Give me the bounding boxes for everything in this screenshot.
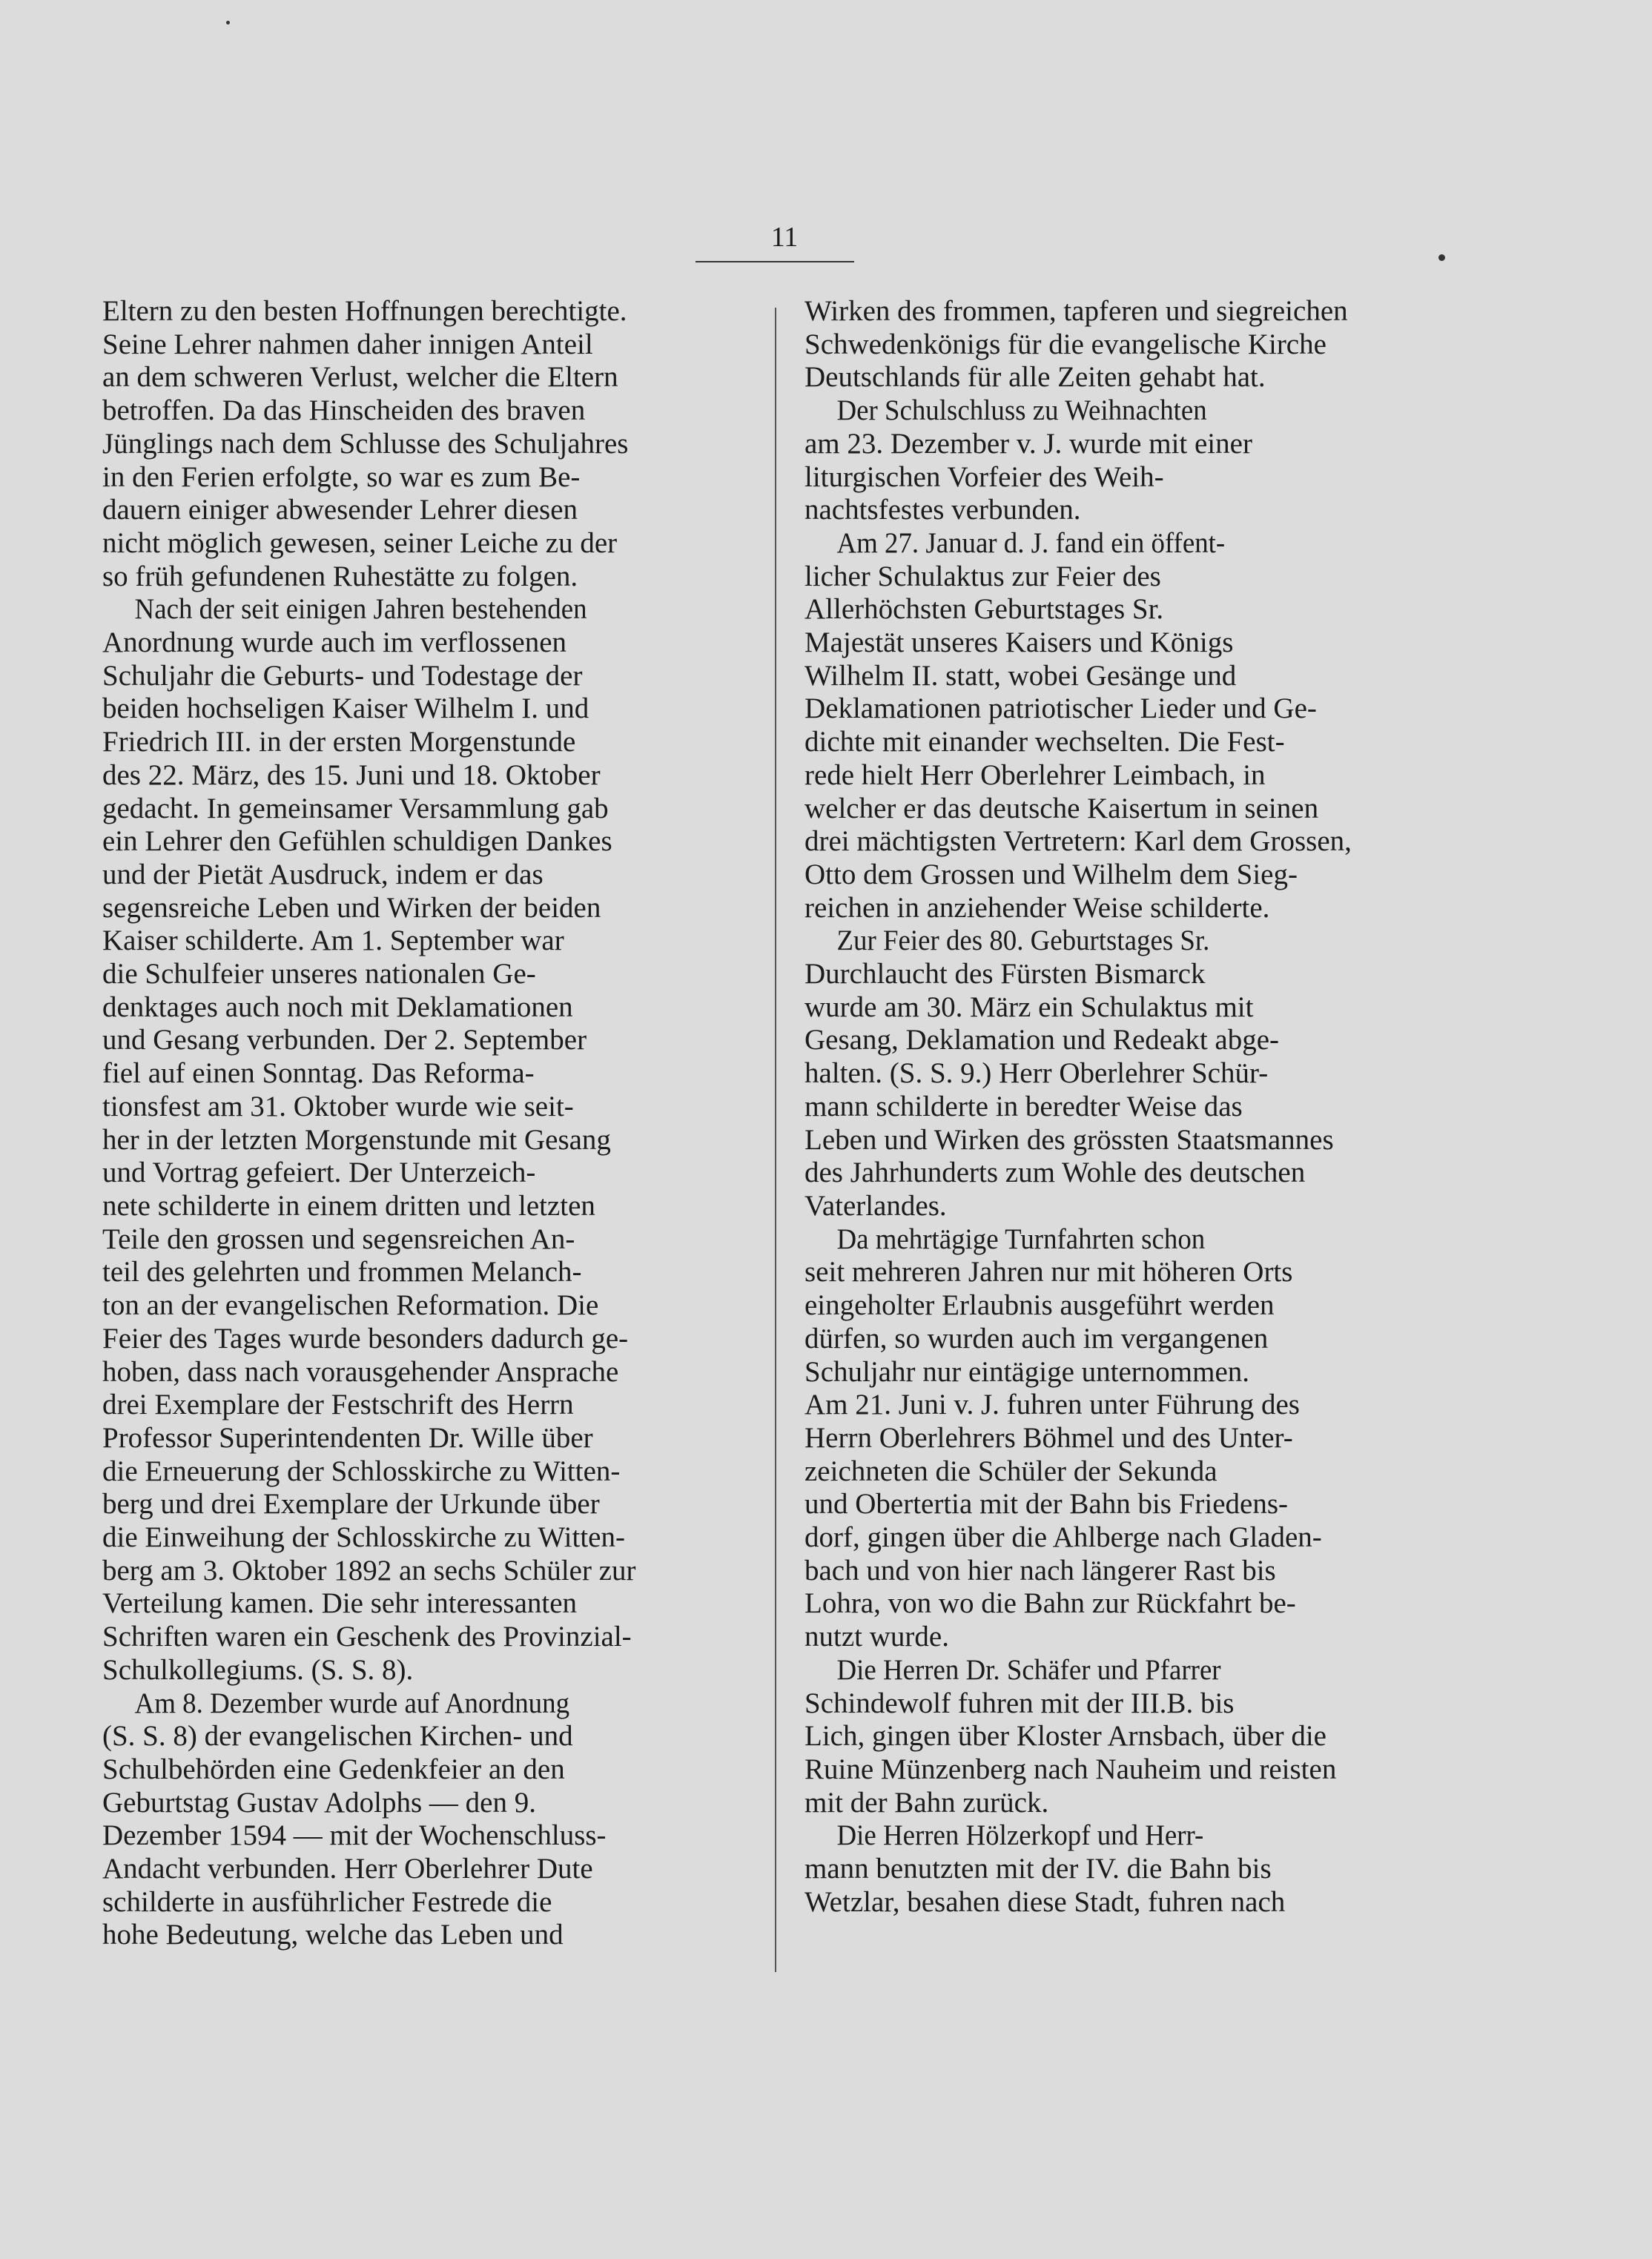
text-line: Am 27. Januar d. J. fand ein öffent-	[836, 526, 1226, 559]
text-line: Vaterlandes.	[804, 1189, 947, 1222]
text-line: Eltern zu den besten Hoffnungen berechtigte.	[102, 295, 627, 327]
text-line: seit mehreren Jahren nur mit höheren Orts	[804, 1256, 1293, 1289]
text-line: nutzt wurde.	[804, 1621, 949, 1653]
text-line: dürfen, so wurden auch im vergangenen	[804, 1322, 1269, 1355]
text-line: liturgischen Vorfeier des Weih-	[804, 460, 1164, 493]
text-line: mann schilderte in beredter Weise das	[804, 1090, 1243, 1122]
text-line: Schulbehörden eine Gedenkfeier an den	[102, 1753, 565, 1785]
text-line: Lich, gingen über Kloster Arnsbach, über die	[804, 1720, 1326, 1753]
text-line: Andacht verbunden. Herr Oberlehrer Dute	[102, 1853, 593, 1885]
text-line: am 23. Dezember v. J. wurde mit einer	[804, 427, 1252, 460]
text-line: und der Pietät Ausdruck, indem er das	[102, 858, 543, 890]
text-line: Lohra, von wo die Bahn zur Rückfahrt be-	[804, 1587, 1296, 1620]
text-line: Durchlaucht des Fürsten Bismarck	[804, 958, 1206, 990]
text-line: Professor Superintendenten Dr. Wille über	[102, 1421, 593, 1454]
text-line: (S. S. 8) der evangelischen Kirchen- und	[102, 1720, 573, 1753]
text-line: so früh gefundenen Ruhestätte zu folgen.	[102, 560, 578, 592]
text-line: halten. (S. S. 9.) Herr Oberlehrer Schür-	[804, 1057, 1269, 1090]
text-line: Zur Feier des 80. Geburtstages Sr.	[836, 925, 1210, 957]
text-line: teil des gelehrten und frommen Melanch-	[102, 1256, 582, 1289]
text-line: berg und drei Exemplare der Urkunde über	[102, 1488, 600, 1521]
text-line: beiden hochseligen Kaiser Wilhelm I. und	[102, 692, 589, 725]
text-line: bach und von hier nach längerer Rast bis	[804, 1554, 1276, 1587]
text-line: Deutschlands für alle Zeiten gehabt hat.	[804, 361, 1266, 394]
scan-speck	[1438, 254, 1445, 261]
text-line: Majestät unseres Kaisers und Königs	[804, 626, 1234, 659]
text-line: hohe Bedeutung, welche das Leben und	[102, 1919, 564, 1951]
text-line: Schulkollegiums. (S. S. 8).	[102, 1653, 414, 1686]
text-line: Herrn Oberlehrers Böhmel und des Unter-	[804, 1421, 1293, 1454]
text-line: berg am 3. Oktober 1892 an sechs Schüler zur	[102, 1554, 636, 1587]
text-line: tionsfest am 31. Oktober wurde wie seit-	[102, 1090, 574, 1122]
text-line: mann benutzten mit der IV. die Bahn bis	[804, 1853, 1272, 1885]
text-line: in den Ferien erfolgte, so war es zum Be-	[102, 460, 581, 493]
text-line: und Obertertia mit der Bahn bis Friedens-	[804, 1488, 1289, 1521]
text-line: Feier des Tages wurde besonders dadurch ge-	[102, 1322, 629, 1355]
text-line: nachtsfestes verbunden.	[804, 494, 1081, 526]
text-line: dichte mit einander wechselten. Die Fest-	[804, 726, 1285, 758]
text-line: Otto dem Grossen und Wilhelm dem Sieg-	[804, 858, 1298, 890]
text-line: segensreiche Leben und Wirken der beiden	[102, 891, 601, 924]
text-line: Am 8. Dezember wurde auf Anordnung	[134, 1687, 570, 1719]
text-line: Die Herren Hölzerkopf und Herr-	[836, 1819, 1204, 1852]
text-line: Schindewolf fuhren mit der III.B. bis	[804, 1687, 1235, 1719]
text-line: Die Herren Dr. Schäfer und Pfarrer	[836, 1653, 1221, 1686]
text-line: Am 21. Juni v. J. fuhren unter Führung des	[804, 1389, 1300, 1421]
text-line: wurde am 30. März ein Schulaktus mit	[804, 990, 1254, 1023]
text-line: licher Schulaktus zur Feier des	[804, 560, 1161, 592]
text-line: Ruine Münzenberg nach Nauheim und reisten	[804, 1753, 1337, 1785]
text-line: Der Schulschluss zu Weihnachten	[836, 394, 1207, 427]
text-line: ein Lehrer den Gefühlen schuldigen Dankes	[102, 825, 612, 858]
page-number: 11	[770, 222, 799, 253]
text-line: mit der Bahn zurück.	[804, 1786, 1049, 1819]
text-line: her in der letzten Morgenstunde mit Gesang	[102, 1123, 611, 1156]
text-line: die Einweihung der Schlosskirche zu Witten-	[102, 1521, 625, 1554]
header-rule	[696, 261, 854, 262]
text-line: drei mächtigsten Vertretern: Karl dem Grossen,	[804, 825, 1352, 858]
text-line: des Jahrhunderts zum Wohle des deutschen	[804, 1157, 1306, 1189]
text-line: Wirken des frommen, tapferen und siegreichen	[804, 295, 1348, 327]
text-line: zeichneten die Schüler der Sekunda	[804, 1455, 1217, 1487]
text-line: Da mehrtägige Turnfahrten schon	[836, 1223, 1206, 1255]
text-line: die Schulfeier unseres nationalen Ge-	[102, 958, 536, 990]
text-line: Friedrich III. in der ersten Morgenstunde	[102, 726, 576, 758]
text-line: Deklamationen patriotischer Lieder und Ge-	[804, 692, 1317, 725]
text-line: Wilhelm II. statt, wobei Gesänge und	[804, 659, 1237, 692]
text-line: schilderte in ausführlicher Festrede die	[102, 1885, 552, 1918]
text-line: fiel auf einen Sonntag. Das Reforma-	[102, 1057, 535, 1090]
scan-speck	[226, 21, 230, 24]
text-line: ton an der evangelischen Reformation. Die	[102, 1289, 599, 1322]
text-line: welcher er das deutsche Kaisertum in seinen	[804, 792, 1319, 824]
text-line: drei Exemplare der Festschrift des Herrn	[102, 1389, 574, 1421]
text-line: dauern einiger abwesender Lehrer diesen	[102, 494, 578, 526]
text-line: an dem schweren Verlust, welcher die Eltern	[102, 361, 618, 394]
text-line: denktages auch noch mit Deklamationen	[102, 990, 573, 1023]
text-line: reichen in anziehender Weise schilderte.	[804, 891, 1270, 924]
text-line: Jünglings nach dem Schlusse des Schuljahres	[102, 427, 629, 460]
text-line: eingeholter Erlaubnis ausgeführt werden	[804, 1289, 1275, 1322]
text-line: Teile den grossen und segensreichen An-	[102, 1223, 575, 1255]
text-line: Dezember 1594 — mit der Wochenschluss-	[102, 1819, 607, 1852]
text-line: Allerhöchsten Geburtstages Sr.	[804, 593, 1164, 626]
text-line: dorf, gingen über die Ahlberge nach Gladen-	[804, 1521, 1322, 1554]
text-line: Wetzlar, besahen diese Stadt, fuhren nach	[804, 1885, 1286, 1918]
text-line: Seine Lehrer nahmen daher innigen Anteil	[102, 328, 593, 360]
text-line: die Erneuerung der Schlosskirche zu Witten-	[102, 1455, 621, 1487]
text-line: hoben, dass nach vorausgehender Ansprache	[102, 1355, 619, 1388]
column-divider	[775, 308, 776, 1972]
text-line: nete schilderte in einem dritten und letzten	[102, 1189, 595, 1222]
text-line: Schuljahr die Geburts- und Todestage der	[102, 659, 583, 692]
text-line: Gesang, Deklamation und Redeakt abge-	[804, 1024, 1280, 1056]
text-line: Nach der seit einigen Jahren bestehenden	[134, 593, 587, 626]
text-line: nicht möglich gewesen, seiner Leiche zu der	[102, 526, 618, 559]
text-line: Schriften waren ein Geschenk des Provinzial-	[102, 1621, 632, 1653]
text-line: des 22. März, des 15. Juni und 18. Oktober	[102, 758, 601, 791]
text-line: betroffen. Da das Hinscheiden des braven	[102, 394, 586, 427]
text-line: Verteilung kamen. Die sehr interessanten	[102, 1587, 578, 1620]
text-line: Anordnung wurde auch im verflossenen	[102, 626, 566, 659]
text-line: und Gesang verbunden. Der 2. September	[102, 1024, 587, 1056]
text-line: Schuljahr nur eintägige unternommen.	[804, 1355, 1250, 1388]
text-line: Leben und Wirken des grössten Staatsmannes	[804, 1123, 1334, 1156]
text-line: und Vortrag gefeiert. Der Unterzeich-	[102, 1157, 536, 1189]
right-text-column	[804, 295, 1431, 1919]
text-line: Schwedenkönigs für die evangelische Kirche	[804, 328, 1326, 360]
text-line: gedacht. In gemeinsamer Versammlung gab	[102, 792, 609, 824]
text-line: Geburtstag Gustav Adolphs — den 9.	[102, 1786, 536, 1819]
left-text-column	[102, 295, 743, 1952]
text-line: Kaiser schilderte. Am 1. September war	[102, 925, 564, 957]
text-line: rede hielt Herr Oberlehrer Leimbach, in	[804, 758, 1266, 791]
